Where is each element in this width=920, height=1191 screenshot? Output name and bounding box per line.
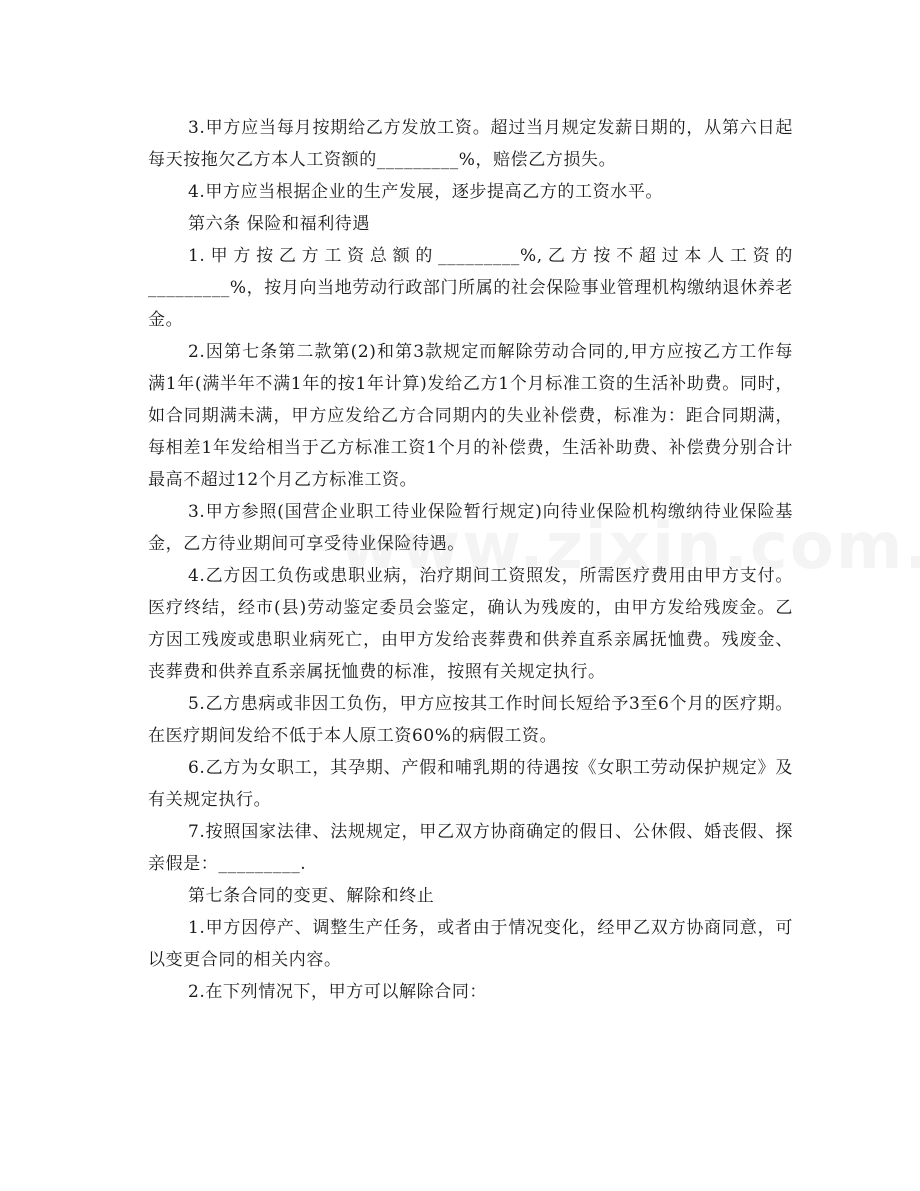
paragraph-sick-leave: 5.乙方患病或非因工负伤，甲方应按其工作时间长短给予3至6个月的医疗期。在医疗期间发给不低于本人原工资60%的病假工资。 [148,694,793,746]
paragraph-work-injury: 4.乙方因工负伤或患职业病，治疗期间工资照发，所需医疗费用由甲方支付。医疗终结，经市(县)劳动鉴定委员会鉴定，确认为残废的，由甲方发给残废金。乙方因工残废或患职业病死亡，由甲方发给丧葬费和供养直系亲属抚恤费。残废金、丧葬费和供养直系亲属抚恤费的标准，按照有关规定执行。 [148,566,793,682]
paragraph-living-subsidy: 2.因第七条第二款第(2)和第3款规定而解除劳动合同的,甲方应按乙方工作每满1年(满半年不满1年的按1年计算)发给乙方1个月标准工资的生活补助费。同时，如合同期满未满，甲方应发给乙方合同期内的失业补偿费，标准为：距合同期满，每相差1年发给相当于乙方标准工资1个月的补偿费，生活补助费、补偿费分别合计最高不超过12个月乙方标准工资。 [148,342,793,490]
document-body [148,112,793,1008]
paragraph-holidays: 7.按照国家法律、法规规定，甲乙双方协商确定的假日、公休假、婚丧假、探亲假是：_________. [148,822,793,874]
paragraph-contract-change: 1.甲方因停产、调整生产任务，或者由于情况变化，经甲乙双方协商同意，可以变更合同的相关内容。 [148,918,793,970]
section-heading-contract-change: 第七条合同的变更、解除和终止 [188,886,435,906]
paragraph-wage-raise: 4.甲方应当根据企业的生产发展，逐步提高乙方的工资水平。 [188,182,664,202]
paragraph-termination-conditions: 2.在下列情况下，甲方可以解除合同： [188,982,488,1002]
paragraph-unemployment-insurance: 3.甲方参照(国营企业职工待业保险暂行规定)向待业保险机构缴纳待业保险基金，乙方待业期间可享受待业保险待遇。 [148,502,793,554]
paragraph-female-workers: 6.乙方为女职工，其孕期、产假和哺乳期的待遇按《女职工劳动保护规定》及有关规定执行。 [148,758,793,810]
paragraph-wage-penalty: 3.甲方应当每月按期给乙方发放工资。超过当月规定发薪日期的，从第六日起每天按拖欠乙方本人工资额的_________%，赔偿乙方损失。 [148,118,793,170]
paragraph-pension: 1.甲方按乙方工资总额的_________%,乙方按不超过本人工资的_________%，按月向当地劳动行政部门所属的社会保险事业管理机构缴纳退休养老金。 [148,246,793,330]
section-heading-insurance: 第六条 保险和福利待遇 [188,214,371,234]
